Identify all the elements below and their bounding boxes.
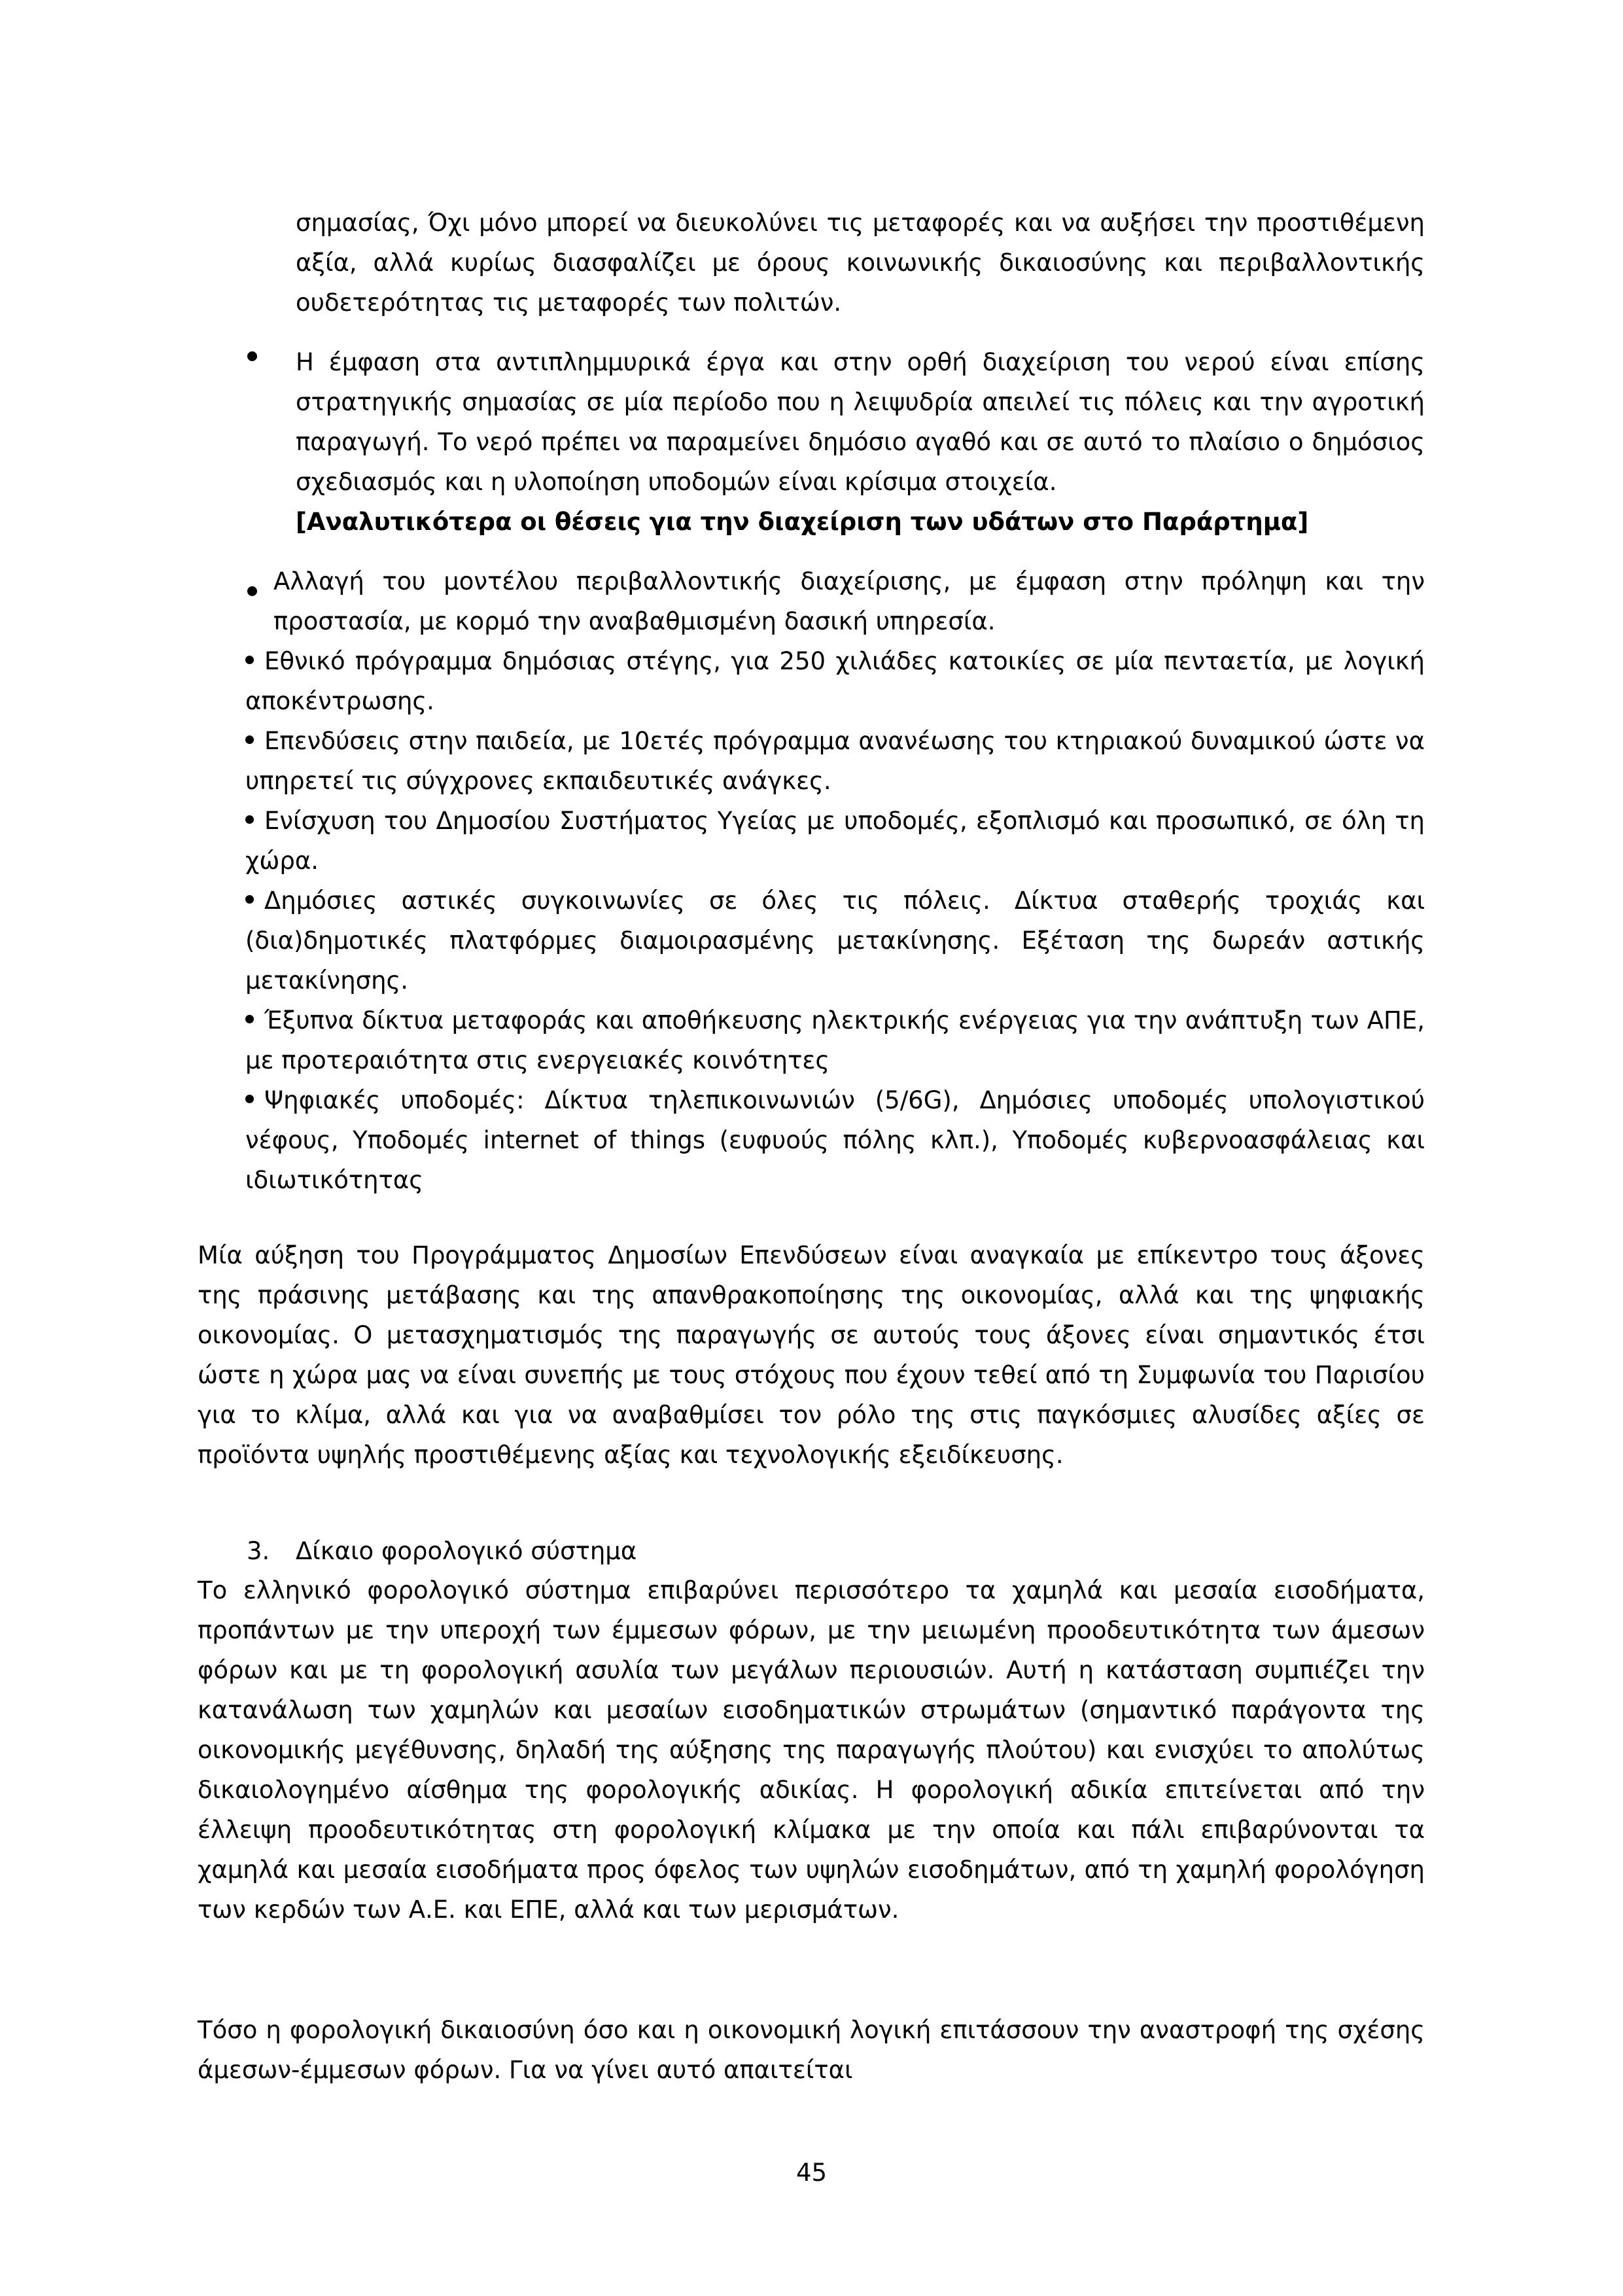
page-number: 45 xyxy=(795,2159,828,2187)
bullet-icon xyxy=(247,586,257,596)
bullet-icon xyxy=(245,895,254,904)
water-bullet-appendix-note: [Αναλυτικότερα οι θέσεις για την διαχείριση των υδάτων στο Παράρτημα] xyxy=(296,508,1309,536)
section-heading xyxy=(247,1531,637,1571)
list-item xyxy=(245,1080,1425,1200)
environment-bullet-text: Αλλαγή του μοντέλου περιβαλλοντικής διαχείρισης, με έμφαση στην πρόληψη και την προστασία, με κορμό την αναβαθμισμένη δασική υπηρεσία. xyxy=(273,567,1425,635)
tax-system-paragraph: Το ελληνικό φορολογικό σύστημα επιβαρύνει περισσότερο τα χαμηλά και μεσαία εισοδήματα, προπάντων με την υπεροχή των έμμεσων φόρων, με την μειωμένη προοδευτικότητα των άμεσων φόρων και με τη φορολογική ασυλία των μεγάλων περιουσιών. Αυτή η κατάσταση συμπιέζει την κατανάλωση των χαμηλών και μεσαίων εισοδηματικών στρωμάτων (σημαντικό παράγοντα της οικονομικής μεγέθυνσης, δηλαδή της αύξησης της παραγωγής πλούτου) και ενισχύει το απολύτως δικαιολογημένο αίσθημα της φορολογικής αδικίας. Η φορολογική αδικία επιτείνεται από την έλλειψη προοδευτικότητας στη φορολογική κλίμακα με την οποία και πάλι επιβαρύνονται τα χαμηλά και μεσαία εισοδήματα προς όφελος των υψηλών εισοδημάτων, από τη χαμηλή φορολόγηση των κερδών των Α.Ε. και ΕΠΕ, αλλά και των μερισμάτων. xyxy=(198,1576,1425,1924)
list-item xyxy=(245,881,1425,1000)
closing-paragraph: Τόσο η φορολογική δικαιοσύνη όσο και η οικονομική λογική επιτάσσουν την αναστροφή της σχέσης άμεσων-έμμεσων φόρων. Για να γίνει αυτό απαιτείται xyxy=(198,2016,1425,2084)
list-item xyxy=(245,721,1425,801)
list-item-text: Ενίσχυση του Δημοσίου Συστήματος Υγείας με υποδομές, εξοπλισμό και προσωπικό, σε όλη τη χώρα. xyxy=(245,807,1425,875)
bullet-icon xyxy=(245,656,254,664)
continuation-paragraph: σημασίας, Όχι μόνο μπορεί να διευκολύνει τις μεταφορές και να αυξήσει την προστιθέμενη αξία, αλλά κυρίως διασφαλίζει με όρους κοινωνικής δικαιοσύνης και περιβαλλοντικής ουδετερότητας τις μεταφορές των πολιτών. xyxy=(296,209,1425,317)
bullet-icon xyxy=(247,351,257,361)
list-item-text: Επενδύσεις στην παιδεία, με 10ετές πρόγραμμα ανανέωσης του κτηριακού δυναμικού ώστε να υπηρετεί τις σύγχρονες εκπαιδευτικές ανάγκες. xyxy=(245,727,1425,795)
list-item xyxy=(245,641,1425,721)
section-title: Δίκαιο φορολογικό σύστημα xyxy=(296,1537,637,1565)
bullet-icon xyxy=(245,1015,254,1023)
list-item-text: Εθνικό πρόγραμμα δημόσιας στέγης, για 250 χιλιάδες κατοικίες σε μία πενταετία, με λογική αποκέντρωσης. xyxy=(245,647,1425,715)
section-number: 3. xyxy=(247,1537,270,1565)
list-item xyxy=(245,1000,1425,1080)
water-management-bullet xyxy=(296,342,1425,542)
public-investment-paragraph: Μία αύξηση του Προγράμματος Δημοσίων Επενδύσεων είναι αναγκαία με επίκεντρο τους άξονες της πράσινης μετάβασης και της απανθρακοποίησης της οικονομίας, αλλά και της ψηφιακής οικονομίας. Ο μετασχηματισμός της παραγωγής σε αυτούς τους άξονες είναι σημαντικός έτσι ώστε η χώρα μας να είναι συνεπής με τους στόχους που έχουν τεθεί από τη Συμφωνία του Παρισίου για το κλίμα, αλλά και για να αναβαθμίσει τον ρόλο της στις παγκόσμιες αλυσίδες αξίες σε προϊόντα υψηλής προστιθέμενης αξίας και τεχνολογικής εξειδίκευσης. xyxy=(198,1241,1425,1469)
list-item-text: Δημόσιες αστικές συγκοινωνίες σε όλες τις πόλεις. Δίκτυα σταθερής τροχιάς και (δια)δημοτικές πλατφόρμες διαμοιρασμένης μετακίνησης. Εξέταση της δωρεάν αστικής μετακίνησης. xyxy=(245,887,1425,995)
list-item-text: Ψηφιακές υποδομές: Δίκτυα τηλεπικοινωνιών (5/6G), Δημόσιες υποδομές υπολογιστικού νέφους, Υποδομές internet of things (ευφυούς πόλης κλπ.), Υποδομές κυβερνοασφάλειας και ιδιωτικότητας xyxy=(245,1086,1425,1194)
list-item-text: Έξυπνα δίκτυα μεταφοράς και αποθήκευσης ηλεκτρικής ενέργειας για την ανάπτυξη των ΑΠΕ, με προτεραιότητα στις ενεργειακές κοινότητες xyxy=(245,1006,1425,1074)
bullet-icon xyxy=(245,1095,254,1103)
investment-bullet-list xyxy=(245,641,1425,1200)
water-bullet-text: Η έμφαση στα αντιπλημμυρικά έργα και στην ορθή διαχείριση του νερού είναι επίσης στρατηγικής σημασίας σε μία περίοδο που η λειψυδρία απειλεί τις πόλεις και την αγροτική παραγωγή. Το νερό πρέπει να παραμείνει δημόσιο αγαθό και σε αυτό το πλαίσιο ο δημόσιος σχεδιασμός και η υλοποίηση υποδομών είναι κρίσιμα στοιχεία. xyxy=(296,348,1425,496)
bullet-icon xyxy=(245,815,254,824)
list-item xyxy=(245,801,1425,881)
environment-bullet xyxy=(273,561,1425,641)
bullet-icon xyxy=(245,735,254,744)
